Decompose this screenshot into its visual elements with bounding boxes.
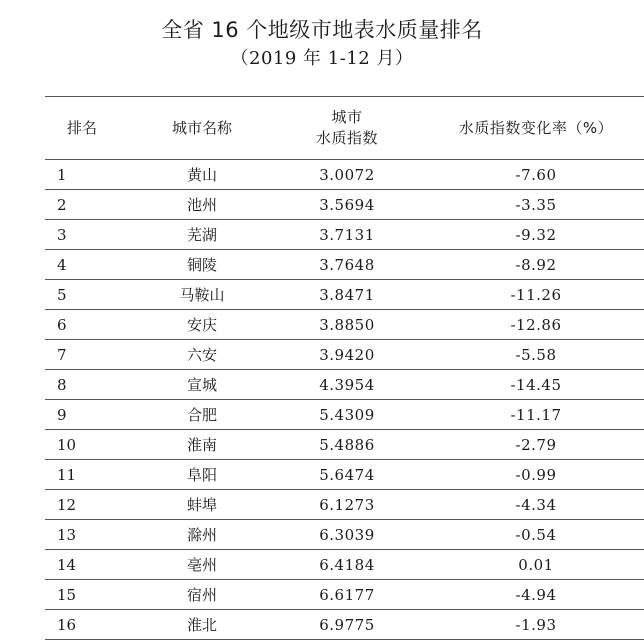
water-index-cell: 3.7648 xyxy=(267,250,427,280)
city-cell: 合肥 xyxy=(137,400,267,430)
table-row xyxy=(45,280,644,310)
city-cell: 亳州 xyxy=(137,550,267,580)
water-index-cell: 6.9775 xyxy=(267,610,427,640)
table-row xyxy=(45,400,644,430)
water-index-cell: 3.8471 xyxy=(267,280,427,310)
table-row xyxy=(45,610,644,640)
rank-cell: 3 xyxy=(45,220,137,250)
header-water-index-line2: 水质指数 xyxy=(315,129,378,147)
rank-cell: 14 xyxy=(45,550,137,580)
change-rate-cell: -0.54 xyxy=(427,520,644,550)
table-body xyxy=(45,160,644,640)
rank-cell: 11 xyxy=(45,460,137,490)
table-row xyxy=(45,430,644,460)
change-rate-cell: -4.34 xyxy=(427,490,644,520)
change-rate-cell: -14.45 xyxy=(427,370,644,400)
change-rate-cell: -1.93 xyxy=(427,610,644,640)
header-rank: 排名 xyxy=(45,97,137,160)
city-cell: 安庆 xyxy=(137,310,267,340)
city-cell: 淮南 xyxy=(137,430,267,460)
water-index-cell: 3.0072 xyxy=(267,160,427,190)
water-index-cell: 6.6177 xyxy=(267,580,427,610)
change-rate-cell: -2.79 xyxy=(427,430,644,460)
change-rate-cell: -7.60 xyxy=(427,160,644,190)
water-index-cell: 5.6474 xyxy=(267,460,427,490)
water-index-cell: 6.3039 xyxy=(267,520,427,550)
water-index-cell: 3.5694 xyxy=(267,190,427,220)
header-row xyxy=(45,97,644,160)
rank-cell: 2 xyxy=(45,190,137,220)
water-index-cell: 3.9420 xyxy=(267,340,427,370)
header-water-index-line1: 城市 xyxy=(331,108,363,126)
rank-cell: 15 xyxy=(45,580,137,610)
table-row xyxy=(45,580,644,610)
table-row xyxy=(45,220,644,250)
ranking-table xyxy=(45,96,644,640)
document-title: 全省 16 个地级市地表水质量排名 xyxy=(161,18,483,42)
table-row xyxy=(45,550,644,580)
city-cell: 宿州 xyxy=(137,580,267,610)
table-row xyxy=(45,310,644,340)
rank-cell: 6 xyxy=(45,310,137,340)
change-rate-cell: -4.94 xyxy=(427,580,644,610)
change-rate-cell: -5.58 xyxy=(427,340,644,370)
rank-cell: 16 xyxy=(45,610,137,640)
water-index-cell: 6.4184 xyxy=(267,550,427,580)
header-water-index xyxy=(267,97,427,160)
city-cell: 马鞍山 xyxy=(137,280,267,310)
city-cell: 滁州 xyxy=(137,520,267,550)
water-index-cell: 5.4886 xyxy=(267,430,427,460)
water-index-cell: 5.4309 xyxy=(267,400,427,430)
rank-cell: 5 xyxy=(45,280,137,310)
city-cell: 蚌埠 xyxy=(137,490,267,520)
table-row xyxy=(45,160,644,190)
city-cell: 阜阳 xyxy=(137,460,267,490)
rank-cell: 9 xyxy=(45,400,137,430)
table-row xyxy=(45,520,644,550)
city-cell: 池州 xyxy=(137,190,267,220)
change-rate-cell: -8.92 xyxy=(427,250,644,280)
city-cell: 黄山 xyxy=(137,160,267,190)
city-cell: 六安 xyxy=(137,340,267,370)
change-rate-cell: -3.35 xyxy=(427,190,644,220)
city-cell: 淮北 xyxy=(137,610,267,640)
document-subtitle: （2019 年 1-12 月） xyxy=(230,48,414,69)
table-row xyxy=(45,340,644,370)
table-row xyxy=(45,460,644,490)
rank-cell: 10 xyxy=(45,430,137,460)
header-city: 城市名称 xyxy=(137,97,267,160)
water-index-cell: 3.8850 xyxy=(267,310,427,340)
city-cell: 宣城 xyxy=(137,370,267,400)
rank-cell: 13 xyxy=(45,520,137,550)
rank-cell: 4 xyxy=(45,250,137,280)
city-cell: 芜湖 xyxy=(137,220,267,250)
rank-cell: 12 xyxy=(45,490,137,520)
change-rate-cell: -11.26 xyxy=(427,280,644,310)
header-change-rate: 水质指数变化率（%） xyxy=(427,97,644,160)
change-rate-cell: -12.86 xyxy=(427,310,644,340)
rank-cell: 1 xyxy=(45,160,137,190)
table-row xyxy=(45,490,644,520)
water-index-cell: 6.1273 xyxy=(267,490,427,520)
table-row xyxy=(45,250,644,280)
change-rate-cell: -0.99 xyxy=(427,460,644,490)
water-index-cell: 4.3954 xyxy=(267,370,427,400)
water-index-cell: 3.7131 xyxy=(267,220,427,250)
rank-cell: 8 xyxy=(45,370,137,400)
table-header xyxy=(45,97,644,160)
change-rate-cell: -11.17 xyxy=(427,400,644,430)
rank-cell: 7 xyxy=(45,340,137,370)
table-row xyxy=(45,370,644,400)
city-cell: 铜陵 xyxy=(137,250,267,280)
change-rate-cell: 0.01 xyxy=(427,550,644,580)
change-rate-cell: -9.32 xyxy=(427,220,644,250)
table-row xyxy=(45,190,644,220)
